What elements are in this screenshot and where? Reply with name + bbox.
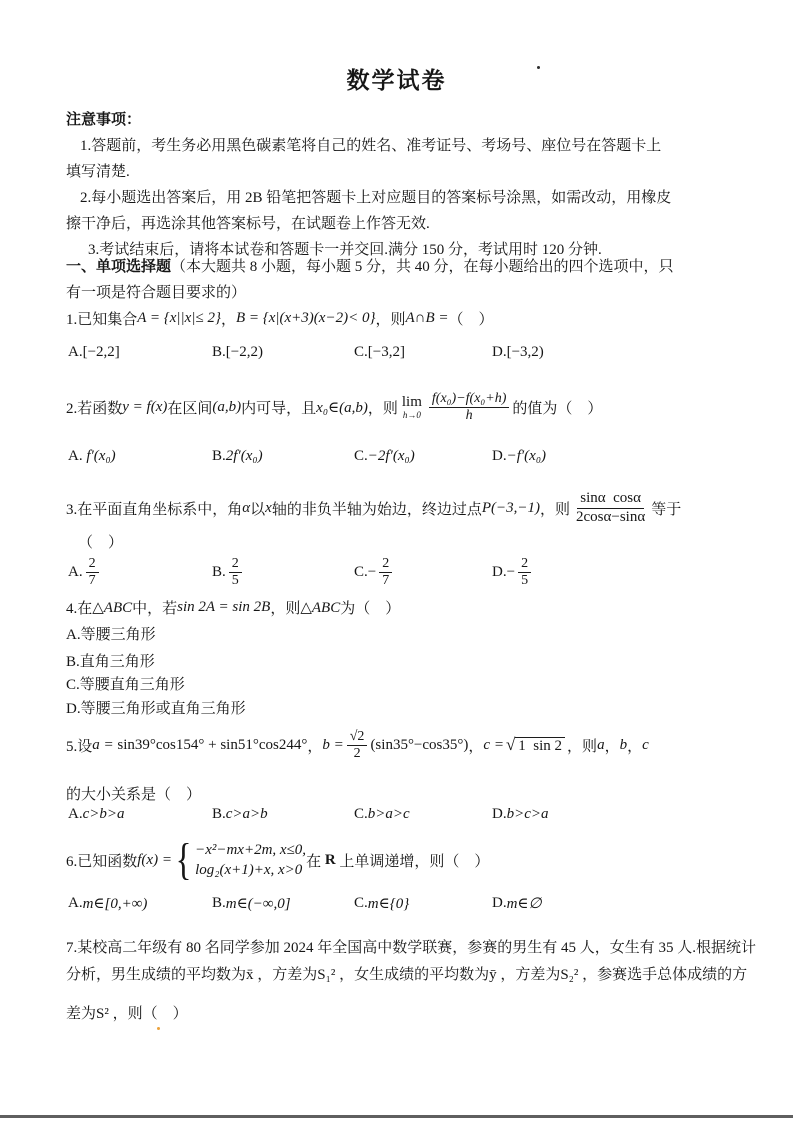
question-6-stem — [66, 834, 489, 886]
q3-text2: 以 — [250, 501, 266, 518]
q2-option-d — [492, 448, 546, 465]
q2-option-a — [68, 448, 116, 465]
q6-option-c — [354, 894, 409, 913]
q7-stem-line3: 差为S² ，则（ ） — [66, 1006, 188, 1022]
option-label: D. — [492, 563, 507, 580]
option-label: D. — [492, 448, 507, 464]
option-label: D. — [492, 895, 507, 911]
note-line-2b: 擦干净后，再选涂其他答案标号，在试题卷上作答无效. — [66, 216, 430, 232]
q6-piecewise — [195, 842, 306, 879]
option-fraction — [86, 556, 99, 588]
q2-text: 2.若函数 — [66, 400, 123, 417]
q3-text3: 轴的非负半轴为始边，终边过点 — [271, 501, 482, 518]
option-label: A. — [68, 344, 83, 360]
stray-dot-mark — [537, 66, 540, 69]
fraction-numerator: 2 — [518, 556, 531, 572]
q1-then: ，则 — [375, 311, 406, 328]
q2-interval: (a,b) — [212, 398, 242, 415]
note-line-2a: 2.每小题选出答案后，用 2B 铅笔把答题卡上对应题目的答案标号涂黑，如需改动，用橡皮 — [80, 190, 672, 206]
note-line-1b: 填写清楚. — [66, 164, 130, 180]
q6-text3: 上单调递增，则（ ） — [335, 853, 490, 870]
q6-reals-symbol: R — [324, 851, 336, 868]
question-4-stem — [66, 597, 400, 618]
q5-then: ，则 — [567, 738, 598, 755]
q5-comma: ， — [307, 738, 323, 755]
q4-option-d: D.等腰三角形或直角三角形 — [66, 701, 246, 717]
option-value: m∈∅ — [506, 896, 542, 912]
note-line-3: 3.考试结束后，请将本试卷和答题卡一并交回.满分 150 分，考试用时 120 分钟. — [88, 242, 602, 258]
fraction-denominator: 5 — [231, 572, 239, 588]
q4-answer-blank: 为（ ） — [340, 601, 401, 617]
fraction-denominator: h — [465, 407, 473, 423]
notes-heading: 注意事项： — [66, 112, 142, 128]
option-value: [−2,2] — [82, 344, 120, 360]
q7-stem-line2: 分析，男生成绩的平均数为x̄ ，方差为S₁² ，女生成绩的平均数为ȳ ，方差为S₂² ，参赛选手总体成绩的方 — [66, 967, 748, 983]
piecewise-brace: { — [175, 835, 192, 885]
option-label: A. — [68, 563, 83, 580]
fraction-denominator: 5 — [521, 572, 529, 588]
section-heading-title: 一、单项选择题 — [66, 259, 172, 275]
piecewise-row-2: log₂(x+1)+x, x>0 — [195, 861, 303, 878]
fraction-denominator: 2 — [353, 745, 361, 761]
option-fraction — [379, 556, 392, 588]
question-3-stem — [66, 485, 681, 531]
q1-option-b — [212, 344, 263, 361]
q3-option-a — [68, 554, 102, 590]
q2-value-text: 的值为（ ） — [512, 400, 603, 417]
option-label: C. — [354, 448, 368, 464]
option-value: m∈[0,+∞) — [82, 896, 148, 912]
option-label: C. — [354, 344, 368, 360]
q3-text: 3.在平面直角坐标系中，角 — [66, 501, 243, 518]
option-label: B. — [212, 806, 226, 822]
q5-var-c: c — [642, 736, 649, 753]
q3-x-axis: x — [265, 499, 272, 516]
q2-function: y = f(x) — [122, 398, 168, 415]
q4-text: 4.在 — [66, 601, 93, 617]
q5-option-a — [68, 806, 125, 823]
q1-intersection: A∩B = — [405, 309, 449, 326]
q4-option-b: B.直角三角形 — [66, 654, 155, 670]
minus-sign: − — [506, 563, 516, 580]
q1-option-d — [492, 344, 544, 361]
q5-stem-line2: 的大小关系是（ ） — [66, 787, 202, 803]
q2-option-c — [354, 448, 415, 465]
q3-answer-blank: （ ） — [78, 535, 124, 551]
option-label: C. — [354, 895, 368, 911]
option-label: B. — [212, 895, 226, 911]
piecewise-row-1: −x²−mx+2m, x≤0, — [195, 841, 307, 858]
option-value: [−3,2) — [506, 344, 544, 360]
fraction-numerator: f(x₀)−f(x₀+h) — [429, 391, 509, 407]
q5-option-b — [212, 806, 268, 823]
q5-text: 5.设 — [66, 738, 93, 755]
q5-option-d — [492, 806, 549, 823]
q5-comma2: ， — [468, 738, 484, 755]
page-bottom-border — [0, 1115, 793, 1118]
option-label: C. — [354, 806, 368, 822]
option-label: B. — [212, 448, 226, 464]
q3-alpha: α — [242, 499, 251, 516]
q5-square-root — [506, 736, 565, 755]
option-label: D. — [492, 344, 507, 360]
fraction-numerator: 2 — [86, 556, 99, 572]
q3-then: ，则 — [540, 501, 571, 518]
option-label: B. — [212, 344, 226, 360]
minus-sign: − — [367, 563, 377, 580]
q5-b-equals: b = — [322, 736, 344, 753]
q7-stem-line1: 7.某校高二年级有 80 名同学参加 2024 年全国高中数学联赛，参赛的男生有 45 人，女生有 35 人.根据统计 — [66, 940, 757, 956]
option-value: [−3,2] — [367, 344, 405, 360]
option-value: m∈(−∞,0] — [225, 896, 291, 912]
q5-comma4: ， — [627, 738, 643, 755]
q3-point-p: P(−3,−1) — [481, 499, 540, 516]
q5-c-equals: c = — [483, 736, 504, 753]
q3-option-d — [492, 554, 534, 590]
limit-subscript: h→0 — [402, 409, 421, 420]
q4-then: ，则 — [270, 601, 301, 617]
q6-option-d — [492, 894, 542, 913]
q5-fraction — [347, 729, 368, 761]
option-value: [−2,2) — [225, 344, 263, 360]
section-heading-line2: 有一项是符合题目要求的） — [66, 285, 247, 301]
option-label: D. — [492, 806, 507, 822]
limit-word: lim — [401, 393, 422, 410]
option-label: B. — [212, 563, 226, 580]
option-value: −2f′(x₀) — [367, 448, 415, 464]
q6-text: 6.已知函数 — [66, 853, 138, 870]
note-line-1a: 1.答题前，考生务必用黑色碳素笔将自己的姓名、准考证号、考场号、座位号在答题卡上 — [80, 138, 662, 154]
option-fraction — [229, 556, 242, 588]
q2-option-b — [212, 448, 263, 465]
option-label: C. — [354, 563, 368, 580]
fraction-numerator: √2 — [347, 729, 368, 745]
question-5-stem — [66, 722, 649, 768]
option-value: 2f′(x₀) — [225, 448, 263, 464]
fraction-denominator: 7 — [88, 572, 96, 588]
q4-option-c: C.等腰直角三角形 — [66, 677, 185, 693]
option-label: A. — [68, 448, 87, 464]
q6-text2: 在 — [306, 853, 325, 870]
q6-function: f(x) = — [137, 851, 172, 868]
q2-then: ，则 — [367, 400, 398, 417]
section-heading-desc: （本大题共 8 小题，每小题 5 分，共 40 分，在每小题给出的四个选项中，只 — [171, 259, 674, 275]
fraction-denominator: 7 — [382, 572, 390, 588]
option-value: c>b>a — [82, 806, 125, 822]
q3-fraction — [573, 490, 648, 526]
q1-set-b: B = {x|(x+3)(x−2)< 0} — [235, 309, 376, 326]
q6-option-a — [68, 894, 147, 913]
option-label: A. — [68, 895, 83, 911]
q1-text: 1.已知集合 — [66, 311, 138, 328]
radical-sign: √ — [505, 734, 516, 754]
option-value: f′(x₀) — [86, 448, 116, 464]
stray-orange-dot — [157, 1027, 160, 1030]
q5-var-a: a — [597, 736, 605, 753]
fraction-numerator: 2 — [229, 556, 242, 572]
q2-limit — [402, 395, 422, 420]
q4-equation: sin 2A = sin 2B — [177, 599, 271, 615]
q2-text2: 在区间 — [167, 400, 213, 417]
q5-option-c — [354, 806, 410, 823]
q5-a-expression: sin39°cos154° + sin51°cos244° — [117, 736, 308, 753]
q2-fraction — [429, 391, 509, 423]
q1-answer-blank: （ ） — [448, 311, 494, 328]
q1-comma: ， — [220, 311, 236, 328]
q5-a-equals: a = — [92, 736, 118, 753]
question-1-stem — [66, 303, 494, 333]
option-value: b>a>c — [367, 806, 410, 822]
page-title: 数学试卷 — [346, 68, 447, 93]
q6-option-b — [212, 894, 291, 913]
q2-text3: 内可导，且 — [241, 400, 317, 417]
q3-equals-text: 等于 — [651, 501, 682, 518]
q2-x0: x₀∈(a,b) — [316, 399, 368, 416]
q5-var-b: b — [619, 736, 628, 753]
q3-option-c — [354, 554, 395, 590]
fraction-denominator: 2cosα−sinα — [576, 508, 646, 525]
option-label: A. — [68, 806, 83, 822]
q5-b-expression: (sin35°−cos35°) — [370, 736, 469, 753]
q1-option-a — [68, 344, 120, 361]
fraction-numerator: 2 — [379, 556, 392, 572]
q1-option-c — [354, 344, 405, 361]
question-2-stem — [66, 384, 602, 430]
q5-comma3: ， — [604, 738, 620, 755]
option-value: m∈{0} — [367, 896, 410, 912]
option-value: −f′(x₀) — [506, 448, 547, 464]
q4-triangle2: △ABC — [300, 600, 341, 616]
option-value: b>c>a — [506, 806, 549, 822]
q4-text2: 中，若 — [132, 601, 178, 617]
q4-triangle: △ABC — [92, 600, 133, 616]
section-heading — [66, 255, 674, 276]
radicand: 1 sin 2 — [515, 737, 565, 755]
option-value: c>a>b — [225, 806, 268, 822]
option-fraction — [518, 556, 531, 588]
fraction-numerator: sinα cosα — [577, 490, 644, 508]
q3-option-b — [212, 554, 245, 590]
q1-set-a: A = {x||x|≤ 2} — [137, 309, 221, 326]
q4-option-a: A.等腰三角形 — [66, 627, 156, 643]
